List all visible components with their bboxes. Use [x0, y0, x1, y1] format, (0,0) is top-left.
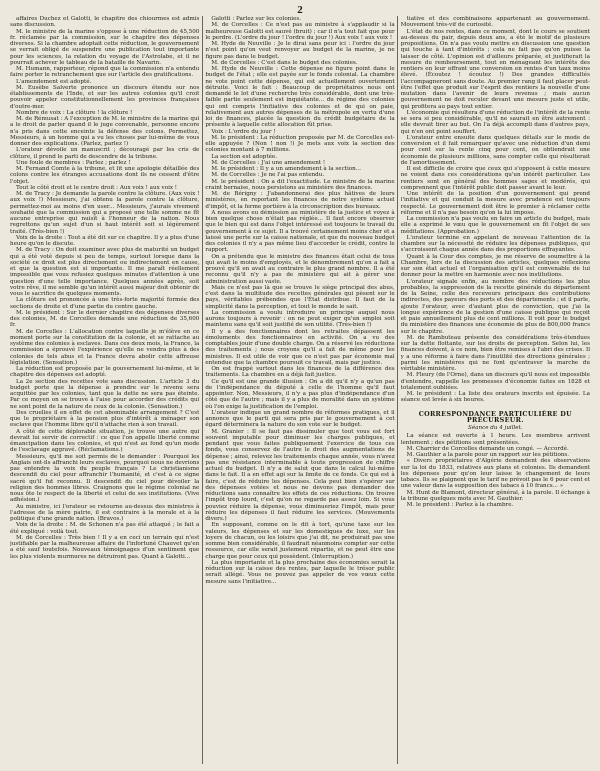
article-paragraph: M. de Tracy : Je demande la parole contre la clôture. (Aux voix ! aux voix !) Messieurs, j'ai obtenu la parole contre la clôture, permettez-moi au moins d'en user... Messieurs, j'aurais vivement souhaité que la commission qui a proposé une telle somme ne fît aucune entreprise qui nuisît à l'honneur de la nation. Nous regrettons qu'un sujet d'un si haut intérêt soit si légèrement traité. (Très-bien !) [10, 191, 200, 235]
article-paragraph: M. Charrier de Corcelles demande un congé. — Accordé. [406, 445, 569, 452]
article-paragraph: La clôture est prononcée à une très-forte majorité formée des sections de droite et d'une partie du centre gauche. [10, 297, 200, 310]
article-paragraph: Quant à la Cour des comptes, je me réserve de soumettre à la Chambre, lors de la discussion des articles, quelques réflexions sur son état actuel et l'organisation qu'il est convenable de lui donner pour la mettre en harmonie avec nos institutions. [400, 253, 590, 279]
article-paragraph: La commission n'a pas voulu en faire un article du budget, mais elle a exprimé le vœu que le gouvernement en fît l'objet de ses méditations. (Approbation.) [400, 216, 590, 235]
article-paragraph: M. Granier : Il se faut pas dissimuler que tout vous est fort souvent imputable pour diminuer les charges publiques, et pendant que vous faites publiquement l'exercice de tous ces fonds, vous conservez de l'autre le droit des augmentations de dépense ; ainsi, relevez les traitements chaque année, vous n'avez pas une résistance interminable à toute progression de chiffre actuel du budget. Il n'y a de salut que dans le calcul lui-même dans le fait. Il a en effet agi sur la limite de ce fonds. Ce qui est à faire, c'est de réduire les dépenses. Cela peut bien s'opérer sur des dépenses votées et nous ne devons pas demander des réductions sans connaître les effets de ces réductions. On trouve l'impôt trop lourd, c'est qu'on ne regarde pas assez loin. Si vous pouviez réduire la dépense, vous diminueriez l'impôt, mais pour réduire les dépenses il faut réduire les services. (Mouvements divers.) [205, 428, 395, 522]
article-paragraph: L'orateur entre ensuite dans quelques détails sur le mode de conversion et il fait remarquer qu'avec une réduction d'un demi pour cent sur la rente cinq pour cent, on obtiendrait une économie de plusieurs millions, sans compter celle qui résulterait de l'amortissement. [400, 134, 590, 166]
article-paragraph: M. le président : Parlez à la chambre. [406, 502, 514, 508]
article-paragraph: Voix de la droite : Tout a été dit sur ce chapitre. Il y a plus d'une heure qu'on le discute. [10, 234, 200, 247]
article-paragraph: M. Hyde de Neuville : Je le dirai sans peur ici : l'ordre du jour n'est point qu'on veut renvoyer au budget de la marine, je ne figure pas dans le budget. [205, 41, 395, 60]
article-paragraph: tiative et des combinaisons appartenant au gouvernement. Mouvement très-vif de curiosité. [400, 16, 590, 29]
article-paragraph: L'orateur dévoile un manuscrit ; découragé par les cris de clôture, il prend le parti de descendre de la tribune. [10, 147, 200, 160]
article-paragraph: L'orateur indique un grand nombre de réformes pratiques, et il annonce que le parti qui sera pris par le gouvernement à cet égard déterminera la nature du son vote sur le budget. [205, 409, 395, 429]
article-paragraph: A nous avons eu démission au ministère de la justice et voyez à bien quelque chose n'était pas réglée... Il faut encore observer que le bien qui est dans l'objet intéressé est toujours le travail du gouvernement à ce sujet. Il a trouvé certainement moins cher et a laissé une perte sur la caisse nationale, et que du nouveau budget des colonies il n'y a pas même lieu d'accorder le crédit, contre le rapport. [205, 209, 395, 254]
article-paragraph: M. Gauthier a la parole pour un rapport sur les pétitions. [406, 452, 570, 458]
article-paragraph: M. de Corcelles : Je ne l'ai pas entendu. [211, 172, 325, 179]
article-paragraph: Mais ce n'est pas là que se trouve le siège principal des abus, c'est dans la multitude des recettes générales qui pèsent sur le pays, véritables prébendes que l'État distribue. Il faut de la simplicité dans la perception, et tout le monde le sait. [205, 284, 395, 310]
article-paragraph: M. le président : Il y a un amendement à la section... [211, 166, 362, 172]
page-number: 2 [297, 4, 303, 16]
article-paragraph: On a prétendu que le ministre des finances était celui de tous qui avait le moins d'employés, et le dénombrement qu'on a fait a prouvé qu'il en avait au contraire le plus grand nombre. Il a été reconnu qu'il n'y a pas de ministère qui ait à gérer une administration aussi vaste. [205, 253, 395, 285]
article-paragraph: M. le président : La liste des orateurs inscrits est épuisée. La séance est levée à six heures. [400, 391, 590, 404]
article-paragraph: M. le président : On a dit l'exactitude. Le ministre de la marine craint bernaise, nous persistons au ministère des finances. [205, 178, 395, 191]
article-paragraph: L'état de nos rentes, dans ce moment, dont le cours se soutient au-dessus du pair, depuis deux ans, a été le motif de plusieurs propositions. On n'a pas voulu mettre en discussion une question qui touche à tant d'intérêts ; cela ne fait pas qu'on puisse la laisser de côté. L'opinion est d'ailleurs préparée, et justifierait la mesure du remboursement, tout en ménageant les intérêts des rentiers en leur offrant une conversion en rentes d'un taux moins élevé. (Écoutez ! écoutez !) Des grandes difficultés l'accompagneront sans doute. Au premier rang il faut placer peut-être l'effet que produit sur l'esprit des rentiers la nouvelle d'une mutation dans l'avenir de leurs revenus ; mais aucun gouvernement ne doit reculer devant une mesure juste et utile, qui profitera au pays tout entier. [400, 28, 590, 110]
article-paragraph: Une foule de membres : Parlez ; parlez ! [16, 159, 131, 166]
article-paragraph: L'orateur termine en appelant de nouveau l'attention de la chambre sur la nécessité de réduire les dépenses publiques, qui s'accroissent chaque année dans des proportions effrayantes. [400, 234, 590, 254]
article-paragraph: M. de Corcelles : Très bien ! Il y a en ceci un terrain qui n'est justifiable par la malheureuse affaire de l'infortuné Chauvet qu'en a été sauf toutefois. Nouveaux témoignages d'un sentiment que les plus violents murmures ne détruiront pas. Quant à Galotti... [10, 534, 200, 560]
article-paragraph: Ce qu'il est une grande illusion : On a dit qu'il n'y a qu'un pas de l'indépendance du député à celle de l'homme qu'il faut appointer. Non, Messieurs, il n'y a pas plus d'indépendance d'un côté que de l'autre ; mais il y a plus de moralité dans un système où l'on exige la justification de l'emploi. [205, 378, 395, 410]
article-paragraph: M. le ministre de la marine s'oppose à une réduction de 45,500 fr. réclamée par la commission, sur le chapitre des dépenses diverses. Si la chambre adoptait cette réduction, le gouvernement se verrait obligé de suspendre une publication tout importante pour les sciences, la relation du voyage de l'Astrolabe, et il ne pourrait achever le tableau de la bataille de Navarin. [10, 28, 200, 66]
article-paragraph: M. de Corcelles : Ce n'est pas au ministre à s'applaudir si la malheureuse Galotti est sauvé (bruit) ; car il n'a tout fait que pour le perdre. (L'ordre du jour ! l'ordre du jour !) Aux voix ! aux voix ! [205, 22, 395, 41]
article-paragraph: Au ministre, ici l'orateur se retourne au-dessus des ministres à l'adresse de la mère patrie, il est contraire à la morale et à la politique d'une grande nation. (Bravos.) [10, 503, 200, 522]
column-right [401, 16, 590, 764]
column-middle [205, 16, 394, 764]
article-paragraph: Voix de la droite : M. de Schonen n'a pas été attaqué ; le fait a été expliqué : voilà tout. [10, 522, 200, 535]
article-paragraph: La séance est ouverte à 1 heure. Les membres arrivent lentement ; des pétitions sont présentées. [400, 433, 590, 446]
article-paragraph: Nombre de voix : La clôture ! la clôture ! [16, 109, 133, 116]
column-left [10, 16, 199, 764]
article-paragraph: M. de Corcelles : C'est dans le budget des colonies. [211, 59, 358, 66]
article-paragraph: Il y a des fonctionnaires dont les retraites dépassent les émoluments des fonctionnaires en activité. On a vu des comptables jouir d'une double charge. On a réservé les réductions des traitements ; nous croyons qu'il a fait de même pour les ministres. Il est utile de voir que ce n'est pas par économie mal entendue que la chambre poursuit ce travail, mais par justice. [205, 328, 395, 366]
article-paragraph: La commission a voulu introduire un principe auquel nous aurons toujours à revenir : on ne peut exiger qu'un emploi soit maintenu sans qu'il soit justifié de son utilité. (Très-bien !) [205, 309, 395, 329]
article-paragraph: L'économie qui résultera d'une réduction de l'intérêt de la rente se sera si peu considérable, qu'il ne saurait en être autrement : elle devrait tirer au but. On l'a déjà accompli dans d'autres pays, qui n'en ont point souffert. [400, 109, 590, 135]
article-paragraph: Des cruelles il en effet de cet abominable arrangement ? C'est que le propriétaire à la pension plus d'intérêt à ménager son esclave que l'homme libre qu'il n'attache rien à son travail. [10, 409, 200, 429]
article-paragraph: La réduction est proposée par le gouvernement lui-même, et le chapitre des dépenses est adopté. [10, 366, 200, 379]
article-paragraph: M. de Bérigny : J'abandonnerai des plus hâtives de leurs ministères, en reportant les finances de notre système actuel d'impôt, et la ferme portière à la circonscription des bureaux. [205, 191, 395, 210]
article-paragraph: A côté de cette déplorable situation, je trouve une autre qui devrait lui servir de correctif : ce que l'on appelle liberté comme émancipation dans les colonies, et qui n'est au fond qu'un mode de l'esclavage aggravé. (Réclamations.) [10, 428, 200, 454]
article-paragraph: La 2e section des recettes vote sans discussion. L'article 3 du budget porte que la dépense à prendre sur le revenu sera acquittée par les colonies, tant que la dette ne sera pas éteinte. Par ce moyen on se trouve à l'aise pour accorder des crédits qui ne sont point de la nature de ceux de la colonie. (Sensation.) [10, 378, 200, 410]
paragraph-spacer [401, 404, 590, 407]
article-paragraph: « Divers propriétaires d'Algérie demandent des observations sur la loi du 1833, relatives aux plans et colonies. Ils demandent les dépenses pour qu'on leur laisse le changement de leurs tabacs. Ils se plaignent que le tarif ne prévoit pas le 6 pour cent et une valeur dans la supposition des tabacs à 10 francs... » [400, 458, 590, 490]
article-paragraph: Galotti : Parlez sur les colonies. [211, 16, 302, 22]
article-paragraph: L'amendement est adopté. [16, 78, 92, 85]
column-divider [397, 16, 398, 764]
article-paragraph: Tout le côté droit et le centre droit : Aux voix ! aux voix ! [16, 184, 178, 191]
article-paragraph: M. de Corcelles : L'allocation contre laquelle je m'élève en ce moment porte sur la constitution de la colonie, et se rattache au système des colonies à esclaves. Dans ces deux mois, la France, la commission a éprouvé l'expérience qu'elle ne vendra plus à des colonies de tels abus et la France devra abolir cette affreuse législation. (Sensation.) [10, 328, 200, 366]
article-paragraph: M. Hunt de Blamont, directeur général, à la parole. Il échange à la tribune quelques mots avec M. Gauthier. [400, 489, 590, 502]
article-paragraph: Voix : L'ordre du jour ! [211, 128, 276, 135]
article-paragraph: affaires Duchez et Galotti, le chapitre des chiourmes est admis sans discussion. [10, 16, 200, 29]
article-paragraph: M. de Rambuteau présente des considérations très-étendues sur la dette flottante, sur les droits de perception. Selon lui, les finances doivent, à ce nom, bien être remises à l'abri des crises. Il y a une réforme à faire dans l'inutilité des directions générales ; parmi les ministères qui ne font qu'entraver la marche du véritable ministère. [400, 334, 590, 372]
column-divider [202, 16, 203, 764]
article-paragraph: M. le président : La réduction proposée par M. de Corcelles est-elle appuyée ? (Non ! non !) Je mets aux voix la section des colonies montant à 7 millions. [205, 134, 395, 154]
newspaper-columns [10, 16, 590, 764]
article-paragraph: Il est difficile de croire que ceux qui s'opposent à cette mesure ne voient dans ces considérations qu'un intérêt particulier. Les rentiers sont en général des hommes sages et modérés, qui comprennent que l'intérêt public doit passer avant le leur. [400, 166, 590, 191]
article-paragraph: M. de Tracy : On doit examiner avec plus de maturité un budget qui a été voté depuis si peu de temps, surtout lorsque dans la société ce droit est plus directement ou indirectement en cause, et que la question est si importante. Il me paraît réellement impossible que vous refusiez quelques minutes d'attention à une question d'une telle importance. Quelques années après, soit votre rêve, il me semble qu'un intérêt aussi majeur doit obtenir de vous le sacrifice de quelques moments. [10, 247, 200, 297]
article-paragraph: M. le président : Sur le dernier chapitre des dépenses diverses des colonies, M. de Corcelles demande une réduction de 35,600 fr. [10, 309, 200, 329]
article-paragraph: M. de Rémusat : A l'exception de M. le ministre de la marine qui a le droit de parler quand il le juge convenable, personne encore n'a pris dans cette enceinte la défense des colons. Permettez, Messieurs, à un homme qui a vu les choses par lui-même de vous donner des explications. (Parlez, parlez !) [10, 116, 200, 147]
article-paragraph: On est frappé surtout dans les finances de la différence des traitements. La chambre en a déjà fait justice. [205, 366, 395, 379]
article-paragraph: M. Hyde de Neuville : Cette dépense ne figure point dans le budget de l'état ; elle est payée sur le fonds colonial. La chambre ne vote point cette dépense, qui est actuellement ouvertement détruite. Voici le fait : Beaucoup de propriétaires nous ont demandé le lot d'une recherche très considérable, dont une très-faible partie seulement est inquiétante... du régime des colonies qui ont compris l'initiative des colonies et de qui on paie, relativement aux autres dépenses de la métropole en vertu d'une loi de finances, placée la question du crédit budgétaire de la présente à laquelle cette allocation fût prise. [205, 66, 395, 129]
article-paragraph: Messieurs, qu'il me soit permis de le demander : Pourquoi les Anglais ont-ils affranchi leurs esclaves, pourquoi nous ne devrions pas entendre la voix du peuple français ? Le christianisme descendit du ciel pour affranchir l'humanité, et c'est à ce signe sacré qu'il fut reconnu. Il descendit du ciel pour dévoiler la religion des hommes libres. Craignons que le régime colonial ne nous ôte le respect de la liberté et celui de ses institutions. (Vive adhésion.) [10, 453, 200, 504]
article-paragraph: La section est adoptée. [211, 153, 277, 160]
section-heading: CORRESPONDANCE PARTICULIÈRE DU PRÉCURSEUR. [418, 409, 572, 424]
article-paragraph: M. de Corcelles : J'ai une amendement ! [211, 159, 326, 166]
article-paragraph: L'orateur signale enfin, au nombre des réductions les plus probables, la suppression de la recette générale du département de la Seine, celle des receveurs principaux des contributions indirectes, des payeurs des ports et des départements ; et il parle, ajoute l'orateur, avec d'autant plus de conviction, que j'ai la longue expérience de la gestion d'une caisse publique qui reçoit et paie annuellement plus de cent millions. Il voit pour le budget du ministère des finances une économie de plus de 800,000 francs sur le chapitre. [400, 278, 590, 335]
article-paragraph: Une intérêt de la position d'un gouvernement qui prend l'initiative et qui conduit la mesure avec prudence est toujours respecté. Le gouvernement doit être le premier à réclamer cette réforme et il n'a pas besoin qu'on la lui impose. [400, 191, 590, 216]
article-paragraph: En supposant, comme on le dit à tort, qu'une taxe sur les valeurs, les dépenses et sur les domestiques de luxe, sur les loyers de chacun, ou les loisirs que j'ai dit, ne produirait pas une somme bien considérable, il faudrait néanmoins compter sur cette ressource, car elle serait justement répartie, et ne peut être une charge que pour ceux qui possèdent. (Interruption.) [205, 522, 395, 560]
article-paragraph: La plus importante et la plus prochaine des économies serait la réduction sur la caisse des rentes, par laquelle le trésor public serait allégé. Vous ne pouvez pas appeler de vos vœux cette mesure sans l'initiative... [205, 559, 395, 585]
article-paragraph: M. Eusèbe Salverte prononce un discours étendu sur nos établissements de l'Inde, et sur les autres colonies qu'il croit pouvoir appeler constitutionnellement les provinces françaises d'outre-mer. [10, 84, 200, 110]
article-paragraph: M. Fleury (de l'Orne), dans un discours qu'il nous est impossible d'entendre, rappelle les promesses d'économie faites en 1828 et totalement oubliées. [400, 372, 590, 391]
article-paragraph: M. Fernand Comte à la tribune, et lit une apologie détaillée des colons contre les étranges accusations dont ils ne cessent d'être l'objet. [10, 166, 200, 185]
session-date: Séance du 4 juillet. [468, 425, 523, 431]
article-paragraph: M. Humann, rapporteur, répond que la commission n'a entendu faire porter le retranchement que sur l'article des gratifications. [10, 66, 200, 79]
